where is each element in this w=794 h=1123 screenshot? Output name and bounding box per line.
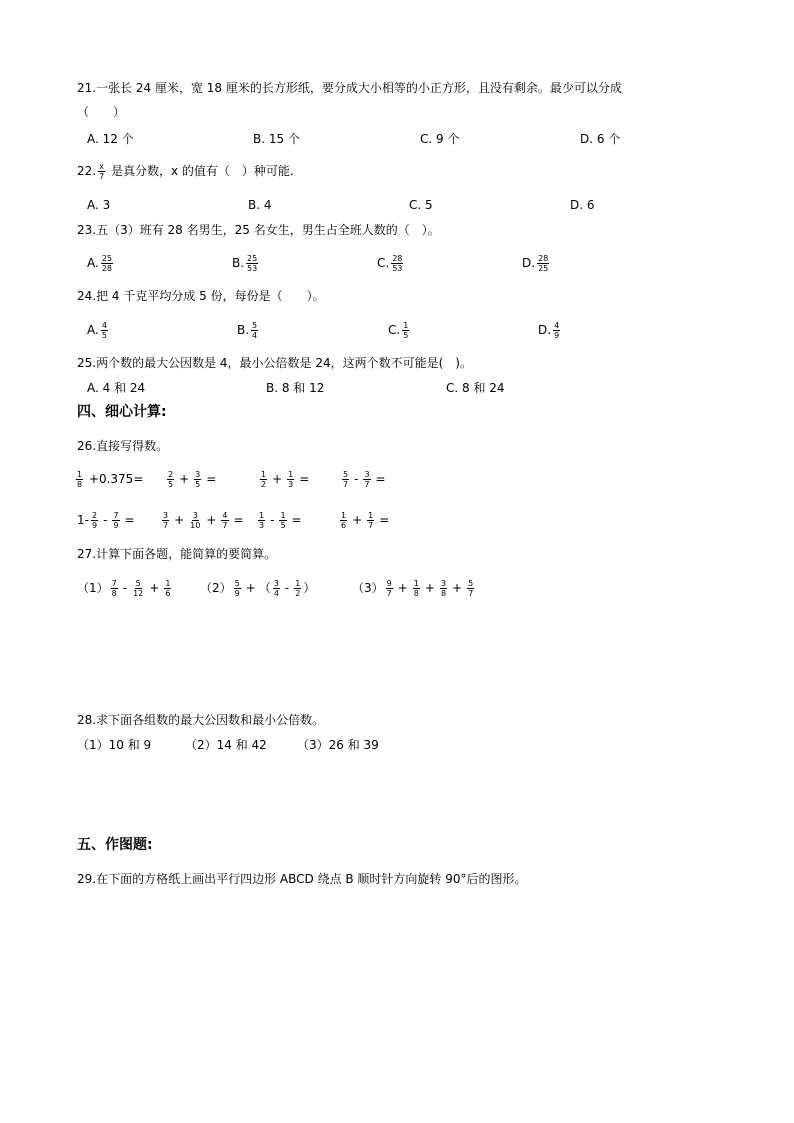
- q25-option-a: A. 4 和 24: [87, 381, 146, 395]
- q22-fraction: $\frac{x}{7}$: [99, 162, 105, 181]
- q22-option-b: B. 4: [248, 198, 272, 212]
- q21-option-a: A. 12 个: [87, 132, 134, 146]
- q24-text: 24.把 4 千克平均分成 5 份，每份是（ ）。: [77, 289, 325, 303]
- section-5-heading: 五、作图题:: [77, 837, 153, 853]
- q25-option-b: B. 8 和 12: [266, 381, 325, 395]
- q24-option-b: B. $\frac{5}{4}$: [237, 321, 258, 340]
- q26-expr-3: $\frac{1}{2}$ + $\frac{1}{3}$ =: [261, 470, 310, 489]
- q26-expr-5: 1- $\frac{2}{9}$ - $\frac{7}{9}$ =: [77, 511, 135, 530]
- q26-expr-7: $\frac{1}{3}$ - $\frac{1}{5}$ =: [259, 511, 302, 530]
- q28-item-3: （3）26 和 39: [297, 738, 379, 752]
- q28-item-2: （2）14 和 42: [185, 738, 267, 752]
- q26-text: 26.直接写得数。: [77, 439, 169, 453]
- q23-option-b: B. $\frac{25}{53}$: [232, 254, 258, 273]
- q26-expr-4: $\frac{5}{7}$ - $\frac{3}{7}$ =: [343, 470, 386, 489]
- q22-option-a: A. 3: [87, 198, 111, 212]
- section-4-heading: 四、细心计算:: [77, 404, 167, 420]
- q23-text: 23.五（3）班有 28 名男生，25 名女生，男生占全班人数的（ ）。: [77, 223, 440, 237]
- q27-expr-2: （2） $\frac{5}{9}$ + （ $\frac{3}{4}$ - $\frac{1}{2}$ ）: [200, 579, 316, 598]
- q21-option-b: B. 15 个: [253, 132, 300, 146]
- q22-option-d: D. 6: [570, 198, 595, 212]
- q22-text: 22. $\frac{x}{7}$ 是真分数，x 的值有（ ）种可能.: [77, 162, 294, 181]
- q25-text: 25.两个数的最大公因数是 4，最小公倍数是 24，这两个数不可能是( )。: [77, 356, 472, 370]
- q21-option-d: D. 6 个: [580, 132, 621, 146]
- q26-expr-6: $\frac{3}{7}$ + $\frac{3}{10}$ + $\frac{4}{7}$ =: [163, 511, 244, 530]
- q24-option-c: C. $\frac{1}{5}$: [388, 321, 409, 340]
- q24-option-d: D. $\frac{4}{9}$: [538, 321, 560, 340]
- q25-option-c: C. 8 和 24: [446, 381, 505, 395]
- q27-expr-3: （3） $\frac{9}{7}$ + $\frac{1}{8}$ + $\frac{3}{8}$ + $\frac{5}{7}$: [352, 579, 474, 598]
- q29-text: 29.在下面的方格纸上画出平行四边形 ABCD 绕点 B 顺时针方向旋转 90°后的图形。: [77, 872, 527, 886]
- q26-expr-8: $\frac{1}{6}$ + $\frac{1}{7}$ =: [341, 511, 390, 530]
- q24-option-a: A. $\frac{4}{5}$: [87, 321, 107, 340]
- q28-item-1: （1）10 和 9: [77, 738, 152, 752]
- q22-option-c: C. 5: [409, 198, 433, 212]
- q21-text-line2: （ ）: [77, 105, 126, 119]
- q23-option-a: A. $\frac{25}{28}$: [87, 254, 112, 273]
- q23-option-d: D. $\frac{28}{25}$: [522, 254, 549, 273]
- q26-expr-2: $\frac{2}{5}$ + $\frac{3}{5}$ =: [168, 470, 217, 489]
- q27-text: 27.计算下面各题，能简算的要简算。: [77, 547, 277, 561]
- q28-text: 28.求下面各组数的最大公因数和最小公倍数。: [77, 713, 325, 727]
- q27-expr-1: （1） $\frac{7}{8}$ - $\frac{5}{12}$ + $\frac{1}{6}$: [77, 579, 171, 598]
- q21-text-line1: 21.一张长 24 厘米，宽 18 厘米的长方形纸，要分成大小相等的小正方形，且没有剩余。最少可以分成: [77, 81, 622, 95]
- q21-option-c: C. 9 个: [420, 132, 460, 146]
- q26-expr-1: $\frac{1}{8}$ +0.375=: [77, 470, 144, 489]
- q23-option-c: C. $\frac{28}{53}$: [377, 254, 403, 273]
